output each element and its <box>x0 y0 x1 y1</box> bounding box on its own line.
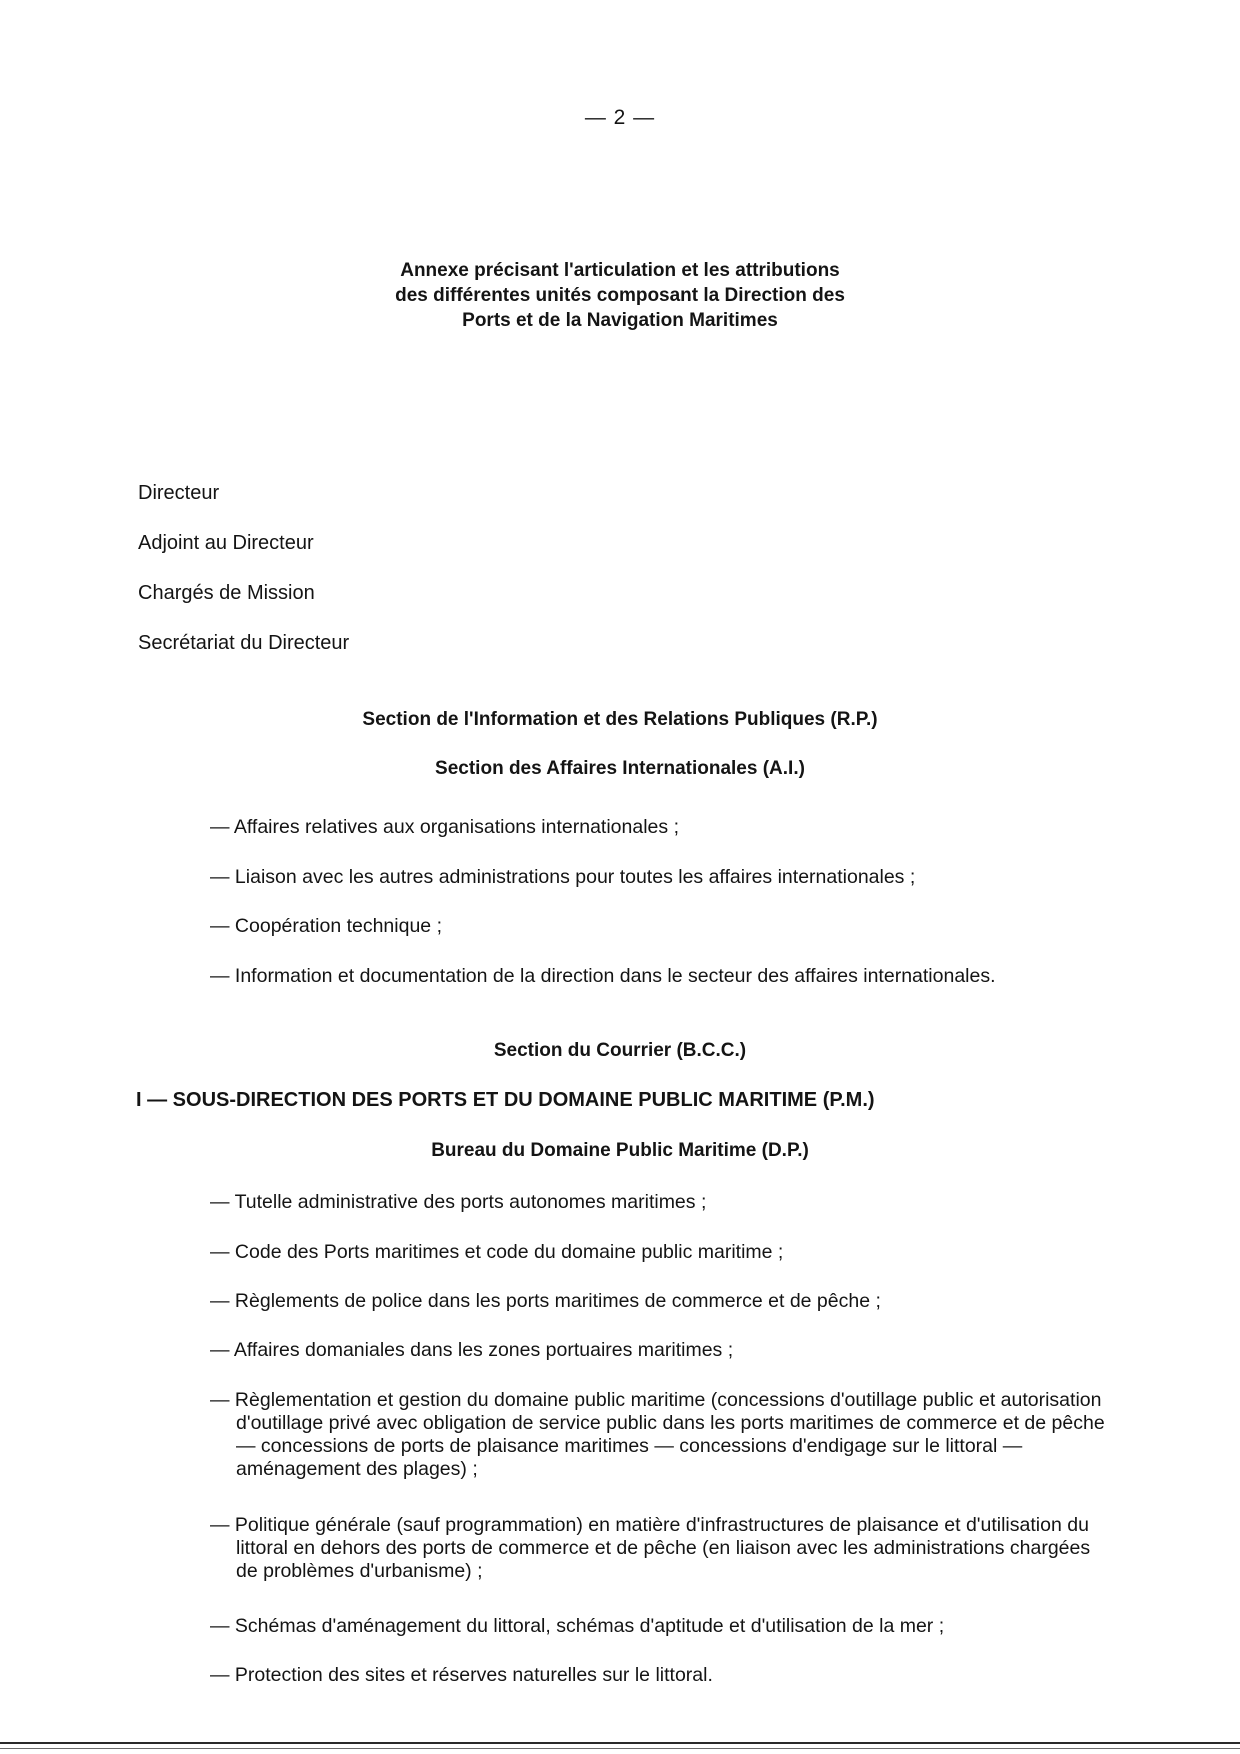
staff-adjoint: Adjoint au Directeur <box>138 532 314 554</box>
list-item: — Affaires domaniales dans les zones portuaires maritimes ; <box>210 1339 734 1361</box>
list-item: — Affaires relatives aux organisations internationales ; <box>210 816 679 838</box>
bottom-rule-secondary <box>0 1748 1240 1749</box>
section-heading-ai: Section des Affaires Internationales (A.I.) <box>435 758 805 779</box>
sub-direction-heading: I — SOUS-DIRECTION DES PORTS ET DU DOMAINE PUBLIC MARITIME (P.M.) <box>136 1089 875 1111</box>
list-item: — Protection des sites et réserves naturelles sur le littoral. <box>210 1664 713 1686</box>
section-heading-rp: Section de l'Information et des Relations Publiques (R.P.) <box>362 709 878 730</box>
staff-directeur: Directeur <box>138 482 220 504</box>
document-title <box>300 258 940 333</box>
title-line-1: Annexe précisant l'articulation et les attributions <box>400 260 840 281</box>
list-item: — Règlements de police dans les ports maritimes de commerce et de pêche ; <box>210 1290 881 1312</box>
list-item: — Schémas d'aménagement du littoral, schémas d'aptitude et d'utilisation de la mer ; <box>210 1615 945 1637</box>
list-item: — Coopération technique ; <box>210 915 442 937</box>
list-item: — Liaison avec les autres administrations pour toutes les affaires internationales ; <box>210 866 916 888</box>
list-item: — Tutelle administrative des ports autonomes maritimes ; <box>210 1191 707 1213</box>
title-line-2: des différentes unités composant la Direction des <box>395 285 845 306</box>
list-item: — Règlementation et gestion du domaine public maritime (concessions d'outillage public et autorisation d'outillage privé avec obligation de service public dans les ports maritimes de commerce et de pêche — concessions de ports de plaisance maritimes — concessions d'endigage sur le littoral — aménagement des plages) ; <box>210 1389 1105 1480</box>
page-number: — 2 — <box>584 106 656 129</box>
bureau-heading: Bureau du Domaine Public Maritime (D.P.) <box>431 1140 809 1161</box>
staff-charges-mission: Chargés de Mission <box>138 582 315 604</box>
staff-secretariat: Secrétariat du Directeur <box>138 632 350 654</box>
list-item: — Politique générale (sauf programmation) en matière d'infrastructures de plaisance et d'utilisation du littoral en dehors des ports de commerce et de pêche (en liaison avec les administrations chargées de problèmes d'urbanisme) ; <box>210 1514 1091 1582</box>
list-item: — Code des Ports maritimes et code du domaine public maritime ; <box>210 1241 784 1263</box>
section-heading-courrier: Section du Courrier (B.C.C.) <box>493 1040 747 1061</box>
list-item: — Information et documentation de la direction dans le secteur des affaires internationales. <box>210 965 996 987</box>
bottom-rule <box>0 1742 1240 1744</box>
title-line-3: Ports et de la Navigation Maritimes <box>462 310 778 331</box>
